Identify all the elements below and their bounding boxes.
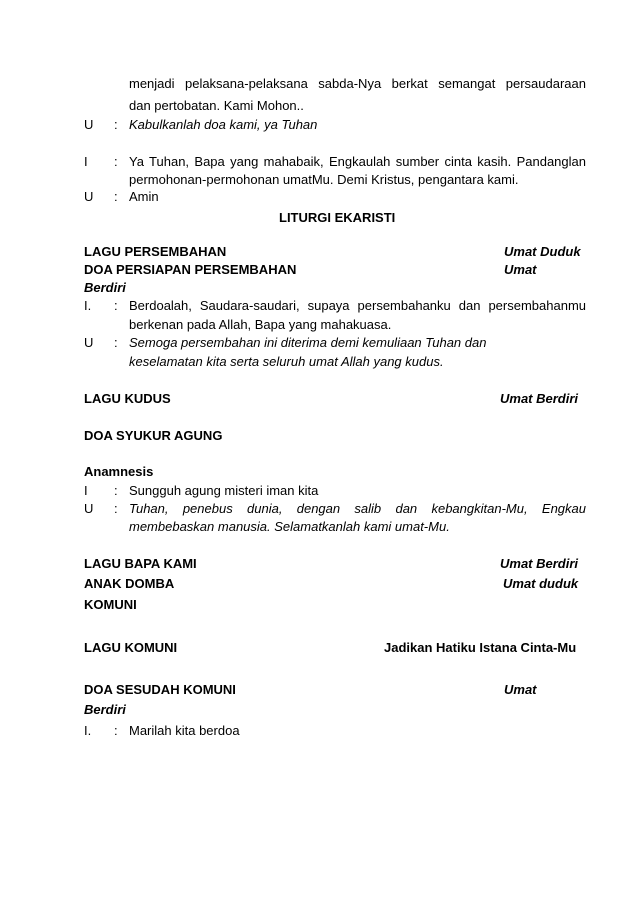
- speaker-colon: :: [114, 154, 118, 169]
- heading-komuni: KOMUNI: [84, 597, 137, 612]
- prayer-line: Berdoalah, Saudara-saudari, supaya persembahanku dan persembahanmu: [129, 298, 586, 313]
- speaker-label: U: [84, 189, 94, 204]
- heading-anak-domba: ANAK DOMBA: [84, 576, 175, 591]
- response-text: keselamatan kita serta seluruh umat Allah yang kudus.: [129, 354, 444, 369]
- speaker-label: I.: [84, 723, 92, 738]
- speaker-colon: :: [114, 501, 118, 516]
- speaker-label: U: [84, 501, 94, 516]
- heading-lagu-bapa-kami: LAGU BAPA KAMI: [84, 556, 197, 571]
- heading-doa-syukur-agung: DOA SYUKUR AGUNG: [84, 428, 223, 443]
- prayer-line: Ya Tuhan, Bapa yang mahabaik, Engkaulah sumber cinta kasih. Pandanglan: [129, 154, 586, 169]
- posture-note: Berdiri: [84, 702, 126, 717]
- posture-note: Umat: [504, 262, 537, 277]
- posture-note: Umat duduk: [503, 576, 579, 591]
- prayer-line: berkenan pada Allah, Bapa yang mahakuasa.: [129, 317, 392, 332]
- speaker-colon: :: [114, 189, 118, 204]
- heading-lagu-persembahan: LAGU PERSEMBAHAN: [84, 244, 227, 259]
- speaker-label: I: [84, 483, 88, 498]
- section-title: LITURGI EKARISTI: [279, 210, 396, 225]
- response-text: Tuhan, penebus dunia, dengan salib dan kebangkitan-Mu, Engkau: [129, 501, 586, 516]
- response-text: Kabulkanlah doa kami, ya Tuhan: [129, 117, 318, 132]
- posture-note: Berdiri: [84, 280, 126, 295]
- posture-note: Umat: [504, 682, 537, 697]
- heading-anamnesis: Anamnesis: [84, 464, 154, 479]
- posture-note: Umat Duduk: [504, 244, 581, 259]
- prayer-line: permohonan-permohonan umatMu. Demi Kristus, pengantara kami.: [129, 172, 519, 187]
- speaker-colon: :: [114, 298, 118, 313]
- prayer-line: Marilah kita berdoa: [129, 723, 240, 738]
- response-text: membebaskan manusia. Selamatkanlah kami umat-Mu.: [129, 519, 450, 534]
- speaker-label: U: [84, 117, 94, 132]
- posture-note: Umat Berdiri: [500, 391, 579, 406]
- speaker-label: I: [84, 154, 88, 169]
- speaker-colon: :: [114, 483, 118, 498]
- heading-doa-persiapan: DOA PERSIAPAN PERSEMBAHAN: [84, 262, 297, 277]
- speaker-label: I.: [84, 298, 92, 313]
- speaker-colon: :: [114, 723, 118, 738]
- response-text: Semoga persembahan ini diterima demi kemuliaan Tuhan dan: [129, 335, 487, 350]
- heading-lagu-komuni: LAGU KOMUNI: [84, 640, 178, 655]
- heading-doa-sesudah-komuni: DOA SESUDAH KOMUNI: [84, 682, 236, 697]
- prayer-line: dan pertobatan. Kami Mohon..: [129, 98, 304, 113]
- heading-lagu-kudus: LAGU KUDUS: [84, 391, 171, 406]
- song-title: Jadikan Hatiku Istana Cinta-Mu: [384, 640, 577, 655]
- speaker-colon: :: [114, 335, 118, 350]
- prayer-line: Sungguh agung misteri iman kita: [129, 483, 319, 498]
- speaker-colon: :: [114, 117, 118, 132]
- prayer-line: menjadi pelaksana-pelaksana sabda-Nya berkat semangat persaudaraan: [129, 76, 586, 91]
- response-text: Amin: [129, 189, 159, 204]
- speaker-label: U: [84, 335, 94, 350]
- posture-note: Umat Berdiri: [500, 556, 579, 571]
